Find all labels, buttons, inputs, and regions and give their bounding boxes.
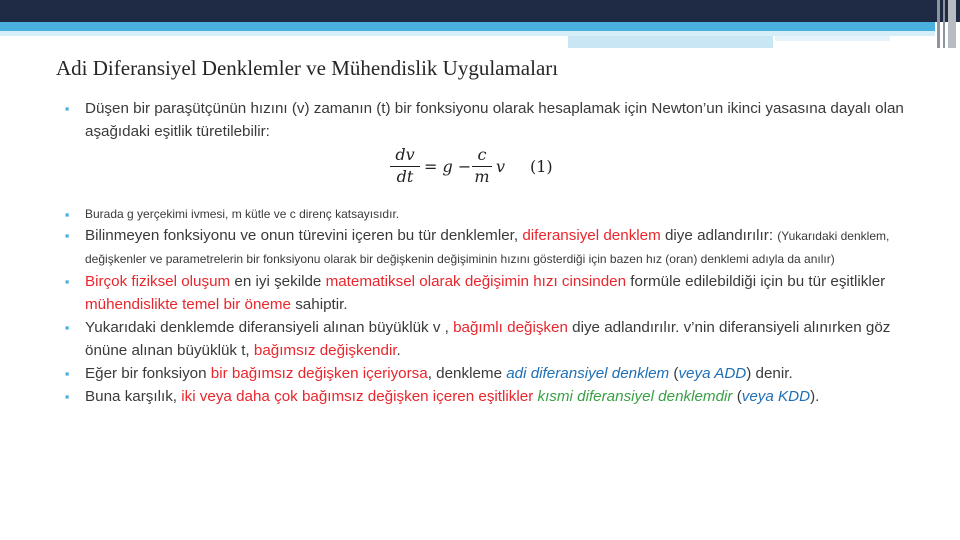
bullet-item: ▪ Düşen bir paraşütçünün hızını (v) zamanın (t) bir fonksiyonu olarak hesaplamak için Newton’un ikinci yasasına dayalı olan aşağıdaki eşitlik türetilebilir: [60, 97, 920, 143]
header-bar [0, 0, 960, 22]
header-accent-block [568, 36, 773, 48]
bullet-icon: ▪ [64, 389, 70, 404]
equation: $\frac{dv}{dt}$ = g − $\frac{c}{m}$ v (1) [390, 143, 920, 205]
header-stripe [0, 22, 935, 31]
bullet-icon: ▪ [64, 320, 70, 335]
header-accent-line [775, 36, 890, 41]
fraction-c-m: $\frac{c}{m}$ [472, 145, 492, 187]
bullet-icon: ▪ [64, 274, 70, 289]
bullet-icon: ▪ [64, 101, 70, 116]
bullet-icon: ▪ [64, 366, 70, 381]
bullet-item: ▪ Birçok fiziksel oluşum en iyi şekilde matematiksel olarak değişimin hızı cinsinden formüle edilebildiği için bu tür eşitlikler mühendislikte temel bir öneme sahiptir. [60, 270, 920, 316]
slide-title: Adi Diferansiyel Denklemler ve Mühendislik Uygulamaları [56, 56, 559, 80]
bullet-item: ▪ Buna karşılık, iki veya daha çok bağımsız değişken içeren eşitlikler kısmi diferansiyel denklemdir (veya KDD). [60, 385, 920, 408]
fraction-dv-dt: $\frac{dv}{dt}$ [390, 145, 420, 187]
corner-line [943, 0, 945, 48]
bullet-item: ▪ Eğer bir fonksiyon bir bağımsız değişken içeriyorsa, denkleme adi diferansiyel denklem (veya ADD) denir. [60, 362, 920, 385]
bullet-icon: ▪ [64, 207, 70, 222]
bullet-item: ▪ Yukarıdaki denklemde diferansiyeli alınan büyüklük v , bağımlı değişken diye adlandırılır. v’nin diferansiyeli alınırken göz önüne alınan büyüklük t, bağımsız değişkendir. [60, 316, 920, 362]
bullet-icon: ▪ [64, 228, 70, 243]
corner-line [937, 0, 940, 48]
slide-body [60, 97, 920, 408]
bullet-item: ▪ Burada g yerçekimi ivmesi, m kütle ve c direnç katsayısıdır. [60, 205, 920, 224]
corner-block [948, 0, 956, 48]
bullet-item: ▪ Bilinmeyen fonksiyonu ve onun türevini içeren bu tür denklemler, diferansiyel denklem diye adlandırılır: (Yukarıdaki denklem, değişkenler ve parametrelerin bir fonksiyonu olarak bir değişkenin değişiminin hızını gösterdiği için bazen hız (oran) denklemi adıyla da anılır) [60, 224, 920, 270]
